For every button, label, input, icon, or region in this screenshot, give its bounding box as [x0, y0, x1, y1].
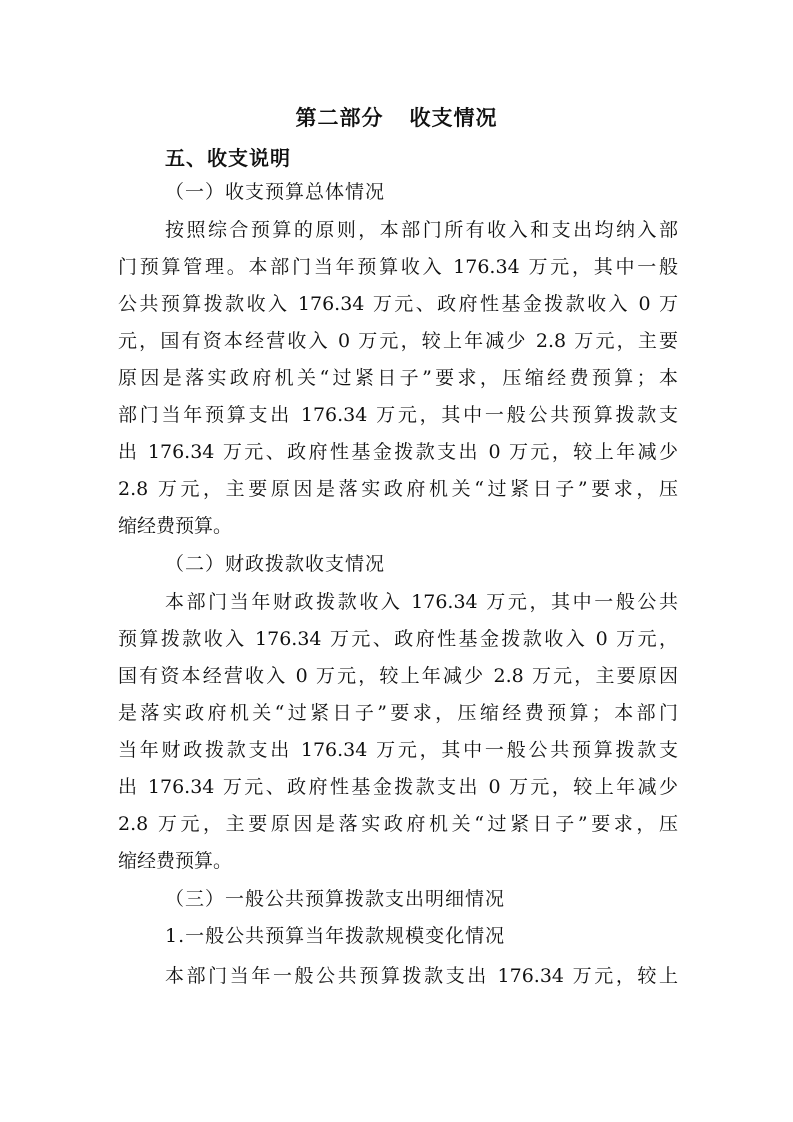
paragraph-line: 缩经费预算。 [118, 850, 233, 872]
paragraph-line: 国有资本经营收入 0 万元，较上年减少 2.8 万元，主要原因 [118, 665, 678, 687]
paragraph-line: 出 176.34 万元、政府性基金拨款支出 0 万元，较上年减少 [118, 776, 678, 798]
paragraph-line: 预算拨款收入 176.34 万元、政府性基金拨款收入 0 万元， [118, 628, 678, 650]
subsection-heading-1: （一）收支预算总体情况 [165, 181, 386, 203]
paragraph-line: 公共预算拨款收入 176.34 万元、政府性基金拨款收入 0 万 [118, 293, 678, 315]
section-heading: 五、收支说明 [165, 146, 291, 170]
paragraph-line: 本部门当年财政拨款收入 176.34 万元，其中一般公共 [165, 591, 678, 613]
paragraph-line: 2.8 万元，主要原因是落实政府机关“过紧日子”要求，压 [118, 813, 678, 835]
paragraph-3 [118, 958, 678, 995]
paragraph-line: 2.8 万元，主要原因是落实政府机关“过紧日子”要求，压 [118, 478, 678, 500]
item-heading-1: 1.一般公共预算当年拨款规模变化情况 [165, 925, 506, 947]
paragraph-line: 门预算管理。本部门当年预算收入 176.34 万元，其中一般 [118, 256, 678, 278]
paragraph-line: 出 176.34 万元、政府性基金拨款支出 0 万元，较上年减少 [118, 441, 678, 463]
paragraph-line: 按照综合预算的原则，本部门所有收入和支出均纳入部 [165, 219, 678, 241]
paragraph-line: 本部门当年一般公共预算拨款支出 176.34 万元，较上 [165, 965, 678, 987]
title-part: 第二部分 [295, 106, 384, 130]
paragraph-line: 部门当年预算支出 176.34 万元，其中一般公共预算拨款支 [118, 404, 678, 426]
paragraph-line: 缩经费预算。 [118, 515, 233, 537]
paragraph-1 [118, 212, 678, 545]
subsection-heading-3: （三）一般公共预算拨款支出明细情况 [165, 888, 506, 910]
page-title [0, 103, 793, 133]
title-name: 收支情况 [409, 106, 498, 130]
paragraph-line: 原因是落实政府机关“过紧日子”要求，压缩经费预算；本 [118, 367, 678, 389]
paragraph-2 [118, 584, 678, 880]
paragraph-line: 元，国有资本经营收入 0 万元，较上年减少 2.8 万元，主要 [118, 330, 678, 352]
paragraph-line: 当年财政拨款支出 176.34 万元，其中一般公共预算拨款支 [118, 739, 678, 761]
subsection-heading-2: （二）财政拨款收支情况 [165, 553, 386, 575]
paragraph-line: 是落实政府机关“过紧日子”要求，压缩经费预算；本部门 [118, 702, 678, 724]
